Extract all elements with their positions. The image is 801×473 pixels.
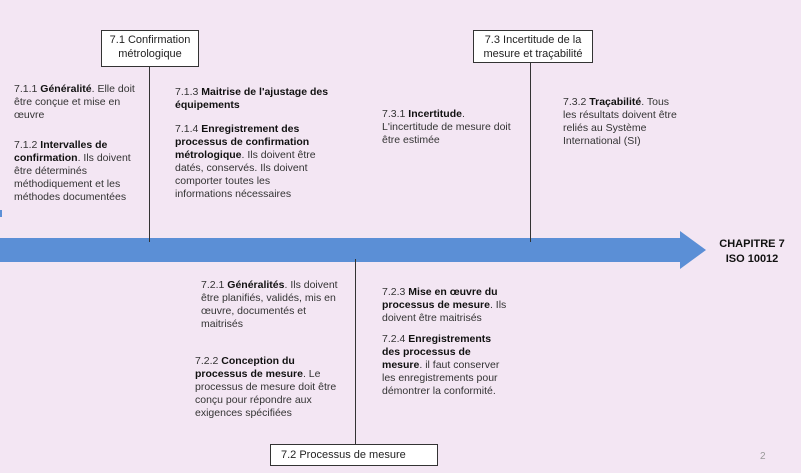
note-7-3-2: 7.3.2 Traçabilité. Tous les résultats doivent être reliés au Système International (SI): [563, 96, 677, 147]
note-7-2-4: 7.2.4 Enregistrements des processus de mesure. il faut conserver les enregistrements pour démontrer la conformité.: [382, 333, 500, 397]
timeline-arrow-shaft: [0, 238, 684, 262]
note-7-2-1: 7.2.1 Généralités. Ils doivent être planifiés, validés, mis en œuvre, documentés et maitrisés: [201, 279, 338, 330]
note-7-2-3: 7.2.3 Mise en œuvre du processus de mesure. Ils doivent être maitrisés: [382, 286, 507, 324]
page-number: 2: [760, 451, 766, 462]
note-7-1-3: 7.1.3 Maitrise de l'ajustage des équipements: [175, 86, 329, 111]
box-7-3-incertitude-tracabilite: 7.3 Incertitude de la mesure et traçabilité: [473, 30, 593, 63]
note-7-3-1: 7.3.1 Incertitude. L'incertitude de mesure doit être estimée: [382, 108, 511, 146]
connector-7-1: [149, 67, 150, 242]
connector-7-2: [355, 259, 356, 444]
box-7-2-processus-de-mesure: 7.2 Processus de mesure: [270, 444, 438, 466]
box-7-1-confirmation-metrologique: 7.1 Confirmation métrologique: [101, 30, 199, 67]
note-7-1-1: 7.1.1 Généralité. Elle doit être conçue et mise en œuvre: [14, 83, 135, 121]
note-7-1-2: 7.1.2 Intervalles de confirmation. Ils doivent être déterminés méthodiquement et les méthodes documentées: [14, 139, 131, 203]
left-edge-marker: [0, 210, 2, 217]
note-7-2-2: 7.2.2 Conception du processus de mesure. Le processus de mesure doit être conçu pour répondre aux exigences spécifiées: [195, 355, 337, 419]
note-7-1-4: 7.1.4 Enregistrement des processus de confirmation métrologique. Ils doivent être datés, conservés. Ils doivent comporter toutes les informations nécessaires: [175, 123, 316, 200]
chapter-label: [712, 237, 792, 267]
timeline-arrow-head: [680, 231, 706, 269]
chapter-standard: ISO 10012: [725, 253, 779, 265]
chapter-title: CHAPITRE 7: [719, 238, 785, 250]
connector-7-3: [530, 63, 531, 242]
